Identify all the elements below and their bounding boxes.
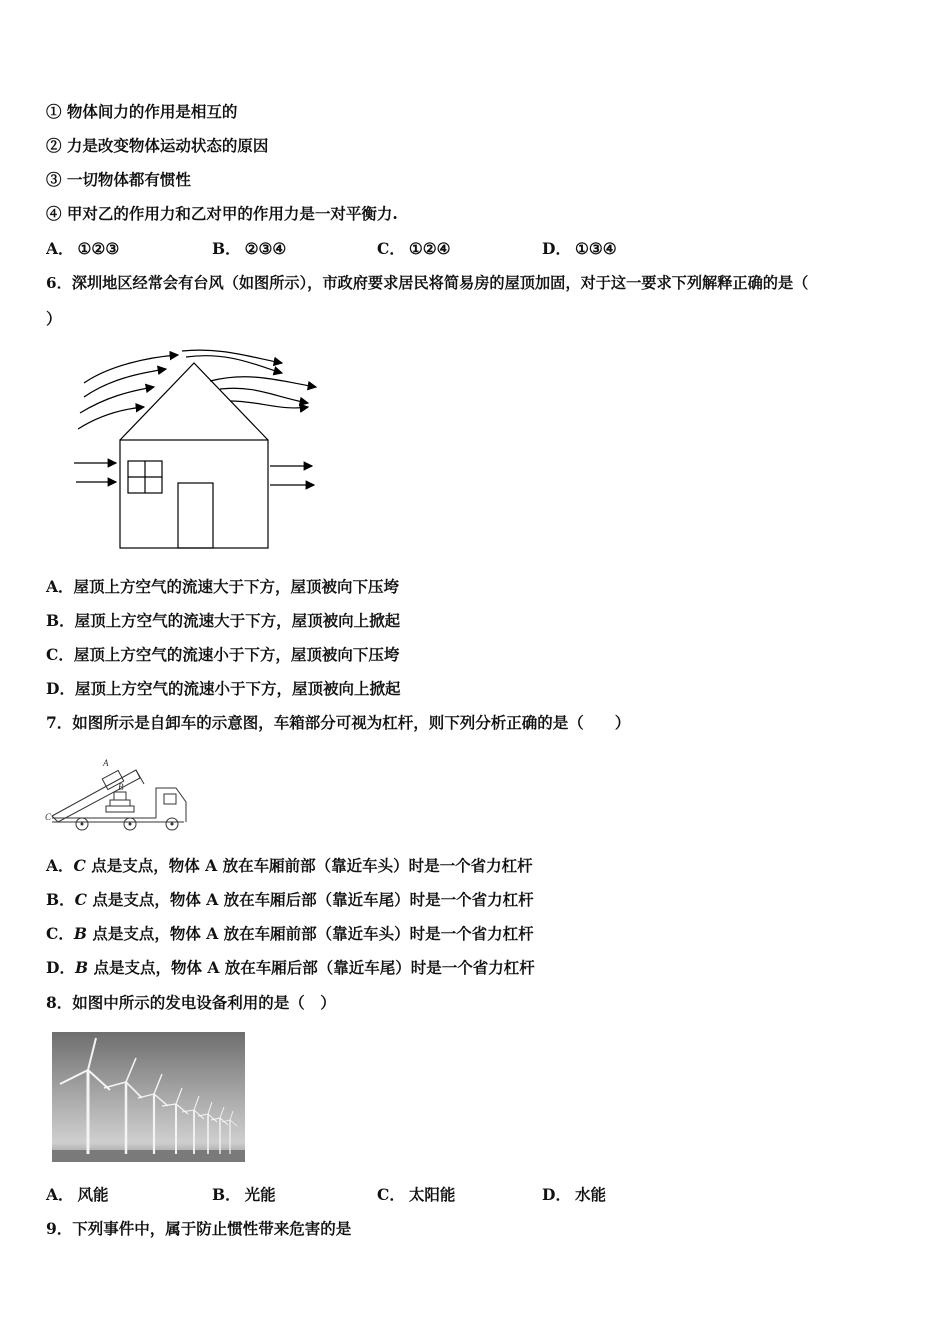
- q8-stem: 8．如图中所示的发电设备利用的是（ ）: [46, 993, 336, 1012]
- q6-stem: 6．深圳地区经常会有台风（如图所示），市政府要求居民将简易房的屋顶加固，对于这一要求下列解释正确的是（: [46, 274, 809, 292]
- statement-4: ④ 甲对乙的作用力和乙对甲的作用力是一对平衡力.: [46, 204, 398, 223]
- label-c: C: [45, 812, 52, 822]
- q8-option-b[interactable]: B． 光能: [212, 1185, 276, 1204]
- wind-turbines-photo: [52, 1032, 245, 1162]
- statement-3: ③ 一切物体都有惯性: [46, 170, 191, 189]
- hydraulic-b: [114, 792, 126, 800]
- truck-cab: [156, 788, 186, 822]
- wind-line-9: [230, 401, 308, 408]
- q8-option-c[interactable]: C． 太阳能: [377, 1185, 456, 1204]
- q6-option-c[interactable]: C．屋顶上方空气的流速小于下方，屋顶被向下压垮: [46, 645, 400, 664]
- label-a: A: [103, 758, 109, 768]
- q7-option-d[interactable]: D．B 点是支点，物体 A 放在车厢后部（靠近车尾）时是一个省力杠杆: [46, 958, 535, 977]
- q5-option-b[interactable]: B． ②③④: [212, 239, 287, 258]
- house-wall: [120, 440, 268, 548]
- q9-stem: 9．下列事件中，属于防止惯性带来危害的是: [46, 1219, 352, 1238]
- q6-stem-end: ）: [46, 309, 62, 328]
- q7-option-a[interactable]: A．C 点是支点，物体 A 放在车厢前部（靠近车头）时是一个省力杠杆: [46, 856, 533, 875]
- house-door: [178, 483, 213, 548]
- label-b: B: [118, 782, 124, 792]
- statement-1: ① 物体间力的作用是相互的: [46, 102, 238, 121]
- q5-option-a[interactable]: A． ①②③: [46, 239, 120, 258]
- q7-option-c[interactable]: C．B 点是支点，物体 A 放在车厢前部（靠近车头）时是一个省力杠杆: [46, 924, 534, 943]
- statement-2: ② 力是改变物体运动状态的原因: [46, 136, 269, 155]
- q6-option-b[interactable]: B．屋顶上方空气的流速大于下方，屋顶被向上掀起: [46, 611, 401, 630]
- q5-option-d[interactable]: D． ①③④: [542, 239, 617, 258]
- q5-option-c[interactable]: C． ①②④: [377, 239, 451, 258]
- wind-line-3: [80, 387, 154, 413]
- wind-line-5: [182, 350, 282, 363]
- house-wind-figure: [70, 345, 330, 555]
- dump-truck-figure: [44, 752, 194, 834]
- q6-option-a[interactable]: A．屋顶上方空气的流速大于下方，屋顶被向下压垮: [46, 577, 400, 596]
- q8-option-d[interactable]: D． 水能: [542, 1185, 606, 1204]
- q7-option-b[interactable]: B．C 点是支点，物体 A 放在车厢后部（靠近车尾）时是一个省力杠杆: [46, 890, 534, 909]
- wind-line-7: [210, 377, 316, 387]
- q6-option-d[interactable]: D．屋顶上方空气的流速小于下方，屋顶被向上掀起: [46, 679, 401, 698]
- q8-option-a[interactable]: A． 风能: [46, 1185, 109, 1204]
- truck-carriage: [52, 770, 140, 822]
- q7-stem: 7．如图所示是自卸车的示意图，车箱部分可视为杠杆，则下列分析正确的是（ ）: [46, 713, 631, 732]
